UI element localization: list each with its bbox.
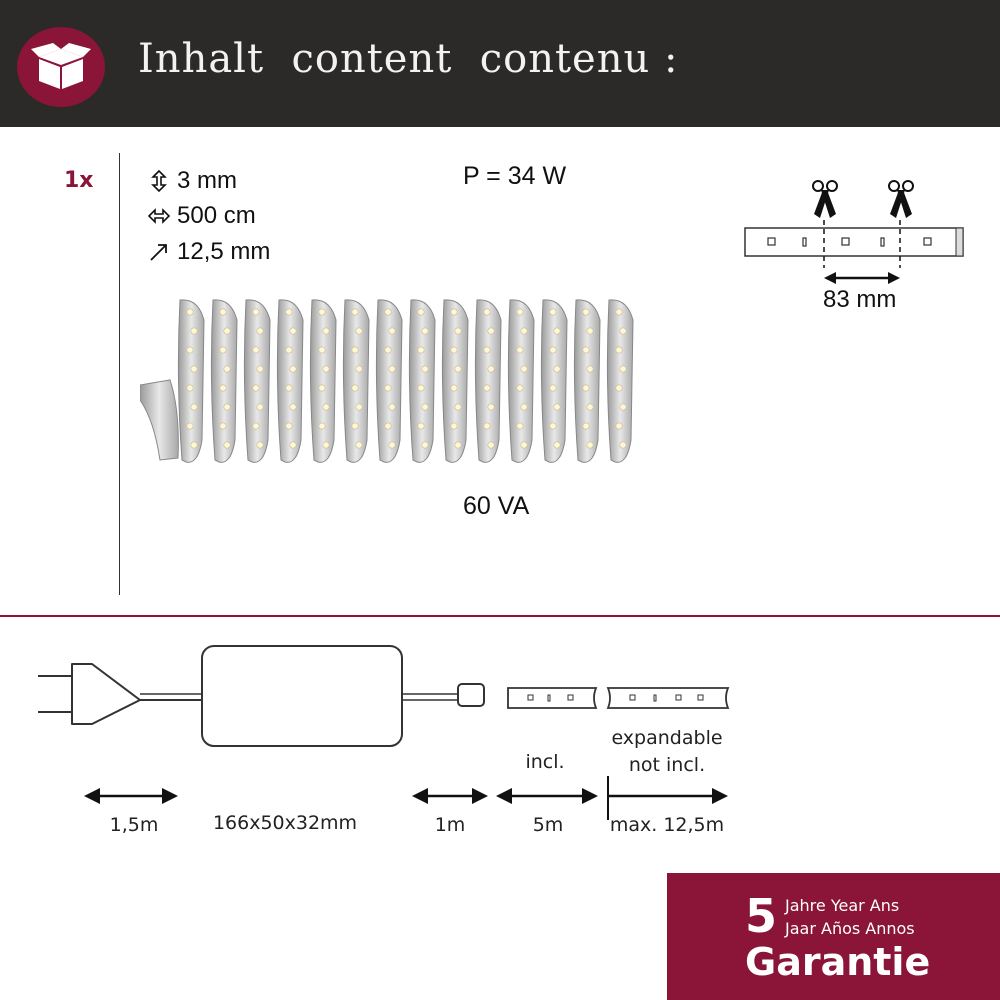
spec-height-value: 3 mm xyxy=(177,167,237,194)
cut-interval-label: 83 mm xyxy=(823,286,897,313)
guarantee-word: Garantie xyxy=(745,940,931,984)
height-arrow-icon xyxy=(147,169,171,193)
strip-included-label: incl. xyxy=(525,751,565,773)
guarantee-line-2: Jaar Años Annos xyxy=(785,919,915,938)
led-strip-coil-image xyxy=(140,290,640,470)
page-title: Inhalt content contenu : xyxy=(138,36,679,82)
quantity-label: 1x xyxy=(64,168,94,193)
driver-box xyxy=(202,646,402,746)
not-included-label: not incl. xyxy=(628,754,706,776)
expandable-label: expandable xyxy=(611,727,723,749)
scissors-icon xyxy=(889,181,913,218)
strip-segment-included xyxy=(508,688,596,708)
spec-width-value: 12,5 mm xyxy=(177,238,271,265)
box-icon xyxy=(17,27,105,107)
spec-height xyxy=(147,167,237,195)
connector-icon xyxy=(458,684,484,706)
va-rating: 60 VA xyxy=(463,492,530,520)
scissors-icon xyxy=(813,181,837,218)
strip-length-label: 5m xyxy=(532,814,564,836)
guarantee-line-1: Jahre Year Ans xyxy=(785,896,900,915)
section-divider xyxy=(0,615,1000,617)
driver-size-label: 166x50x32mm xyxy=(212,812,358,834)
strip-segment-expansion xyxy=(608,688,728,708)
power-rating: P = 34 W xyxy=(463,162,567,190)
vertical-divider xyxy=(119,153,120,595)
width-diagonal-arrow-icon xyxy=(147,240,171,264)
guarantee-years: 5 xyxy=(745,889,778,943)
cable-length-label: 1,5m xyxy=(109,814,159,836)
connector-length-label: 1m xyxy=(434,814,466,836)
spec-length xyxy=(147,202,256,230)
plug-icon xyxy=(38,664,202,724)
header-bar xyxy=(0,0,1000,127)
spec-width xyxy=(147,238,270,266)
spec-length-value: 500 cm xyxy=(177,202,256,229)
max-length-label: max. 12,5m xyxy=(609,814,725,836)
length-arrow-icon xyxy=(147,204,171,228)
